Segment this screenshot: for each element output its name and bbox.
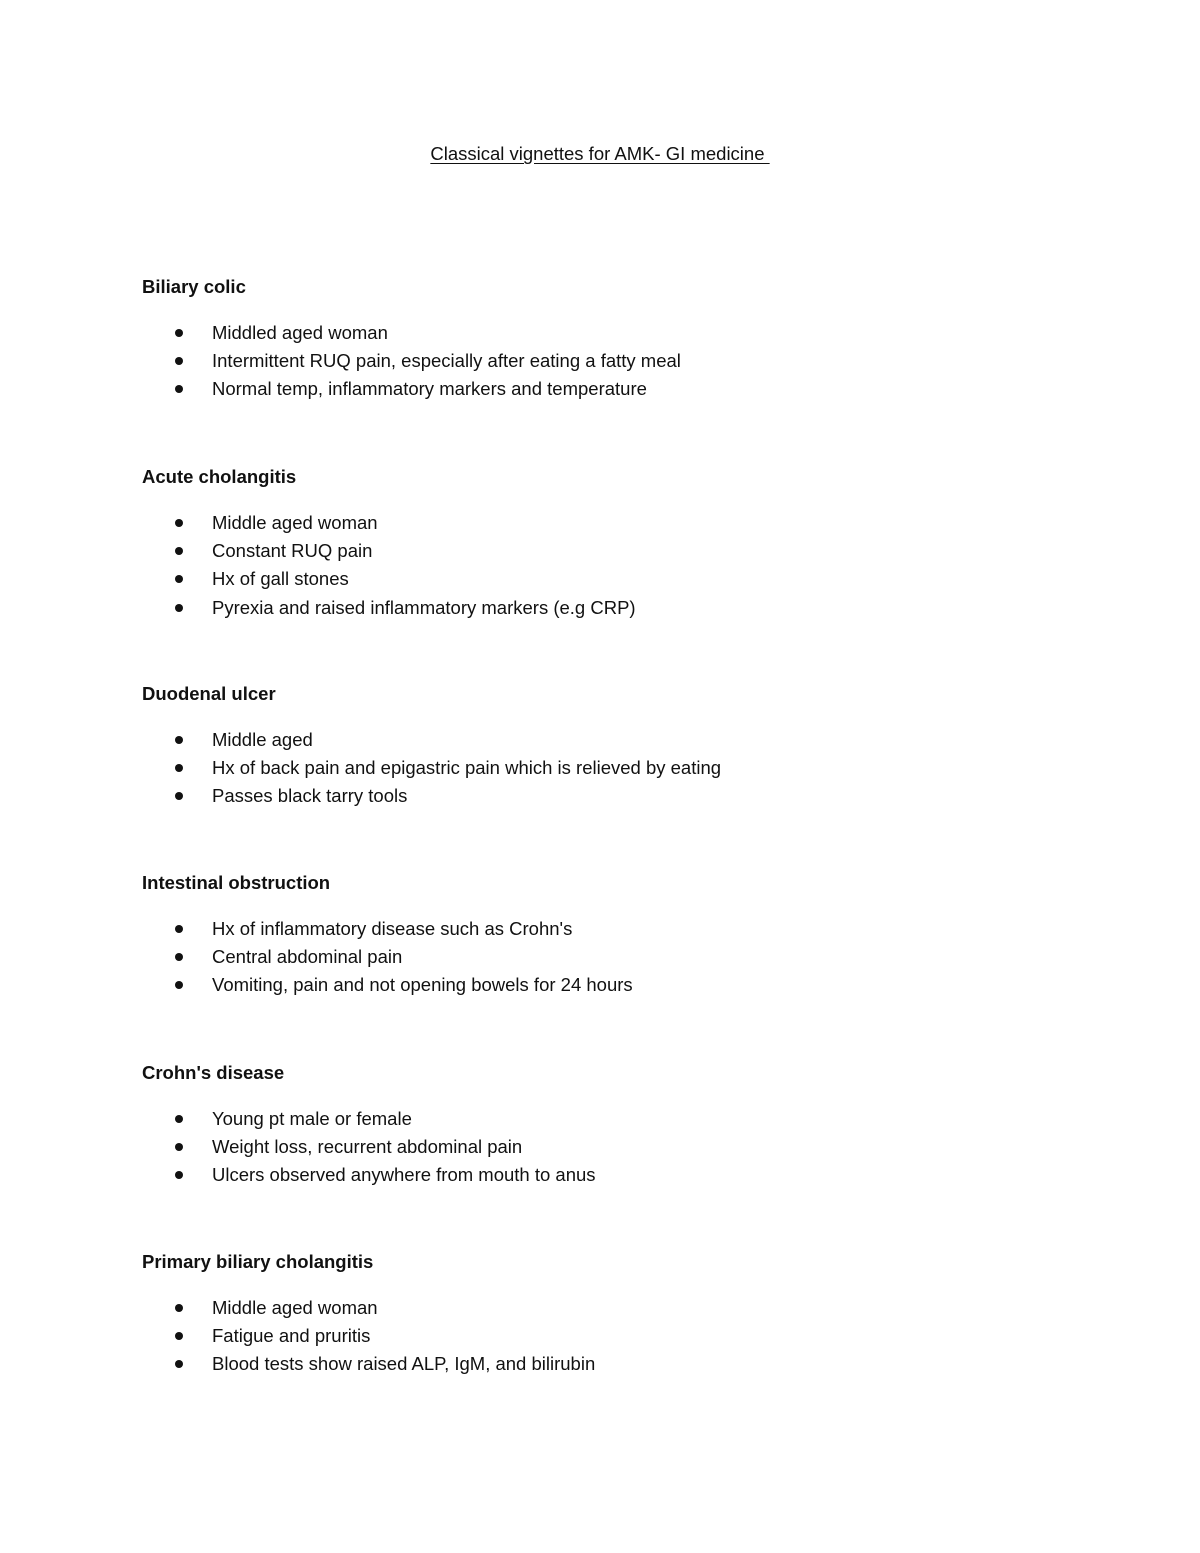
bullet-list xyxy=(142,1294,1042,1379)
list-item-text: Hx of gall stones xyxy=(212,568,349,590)
list-item xyxy=(142,726,1042,754)
list-item-text: Middle aged woman xyxy=(212,512,378,533)
list-item-text: Young pt male or female xyxy=(212,1108,412,1129)
bullet-icon xyxy=(175,1360,183,1368)
list-item xyxy=(142,594,1042,622)
list-item xyxy=(142,537,1042,565)
section-crohns-disease xyxy=(142,1061,1042,1190)
list-item xyxy=(142,1133,1042,1161)
bullet-list xyxy=(142,509,1042,622)
section-duodenal-ulcer xyxy=(142,682,1042,811)
section-acute-cholangitis xyxy=(142,465,1042,622)
list-item xyxy=(142,319,1042,347)
list-item xyxy=(142,1294,1042,1322)
bullet-icon xyxy=(175,792,183,800)
list-item-text: Intermittent RUQ pain, especially after eating a fatty meal xyxy=(212,350,681,372)
bullet-icon xyxy=(175,604,183,612)
list-item xyxy=(142,971,1042,999)
document-title: Classical vignettes for AMK- GI medicine xyxy=(430,143,770,164)
list-item-text: Hx of back pain and epigastric pain which is relieved by eating xyxy=(212,757,722,779)
list-item-text: Weight loss, recurrent abdominal pain xyxy=(212,1136,523,1158)
bullet-list xyxy=(142,1105,1042,1190)
bullet-list xyxy=(142,726,1042,811)
list-item-text: Blood tests show raised ALP, IgM, and bilirubin xyxy=(212,1353,596,1375)
list-item xyxy=(142,754,1042,782)
section-heading: Crohn's disease xyxy=(142,1062,285,1083)
list-item xyxy=(142,375,1042,403)
bullet-icon xyxy=(175,1115,183,1123)
bullet-icon xyxy=(175,925,183,933)
list-item xyxy=(142,782,1042,810)
section-heading: Biliary colic xyxy=(142,276,246,297)
bullet-icon xyxy=(175,547,183,555)
bullet-icon xyxy=(175,736,183,744)
list-item xyxy=(142,1105,1042,1133)
bullet-icon xyxy=(175,1143,183,1151)
list-item xyxy=(142,943,1042,971)
bullet-icon xyxy=(175,385,183,393)
bullet-list xyxy=(142,319,1042,404)
list-item-text: Ulcers observed anywhere from mouth to anus xyxy=(212,1164,596,1186)
list-item-text: Vomiting, pain and not opening bowels for 24 hours xyxy=(212,974,633,996)
bullet-icon xyxy=(175,764,183,772)
bullet-icon xyxy=(175,329,183,337)
bullet-icon xyxy=(175,1304,183,1312)
list-item xyxy=(142,347,1042,375)
list-item-text: Middle aged woman xyxy=(212,1297,378,1318)
section-heading: Acute cholangitis xyxy=(142,466,297,487)
list-item xyxy=(142,565,1042,593)
bullet-icon xyxy=(175,357,183,365)
list-item-text: Middled aged woman xyxy=(212,322,388,343)
list-item xyxy=(142,1322,1042,1350)
bullet-icon xyxy=(175,953,183,961)
list-item xyxy=(142,1161,1042,1189)
list-item xyxy=(142,509,1042,537)
section-heading: Duodenal ulcer xyxy=(142,683,276,704)
section-intestinal-obstruction xyxy=(142,871,1042,1000)
list-item-text: Central abdominal pain xyxy=(212,946,403,968)
list-item-text: Hx of inflammatory disease such as Crohn's xyxy=(212,918,573,939)
list-item-text: Normal temp, inflammatory markers and temperature xyxy=(212,378,647,400)
bullet-list xyxy=(142,915,1042,1000)
section-biliary-colic xyxy=(142,275,1042,404)
section-heading: Primary biliary cholangitis xyxy=(142,1251,374,1272)
list-item-text: Passes black tarry tools xyxy=(212,785,408,807)
bullet-icon xyxy=(175,981,183,989)
section-primary-biliary-cholangitis xyxy=(142,1250,1042,1379)
list-item xyxy=(142,1350,1042,1378)
list-item-text: Constant RUQ pain xyxy=(212,540,373,562)
list-item-text: Fatigue and pruritis xyxy=(212,1325,371,1347)
list-item-text: Pyrexia and raised inflammatory markers (e.g CRP) xyxy=(212,596,636,618)
bullet-icon xyxy=(175,519,183,527)
bullet-icon xyxy=(175,1171,183,1179)
section-heading: Intestinal obstruction xyxy=(142,872,331,893)
bullet-icon xyxy=(175,1332,183,1340)
list-item-text: Middle aged xyxy=(212,729,313,750)
bullet-icon xyxy=(175,575,183,583)
list-item xyxy=(142,915,1042,943)
